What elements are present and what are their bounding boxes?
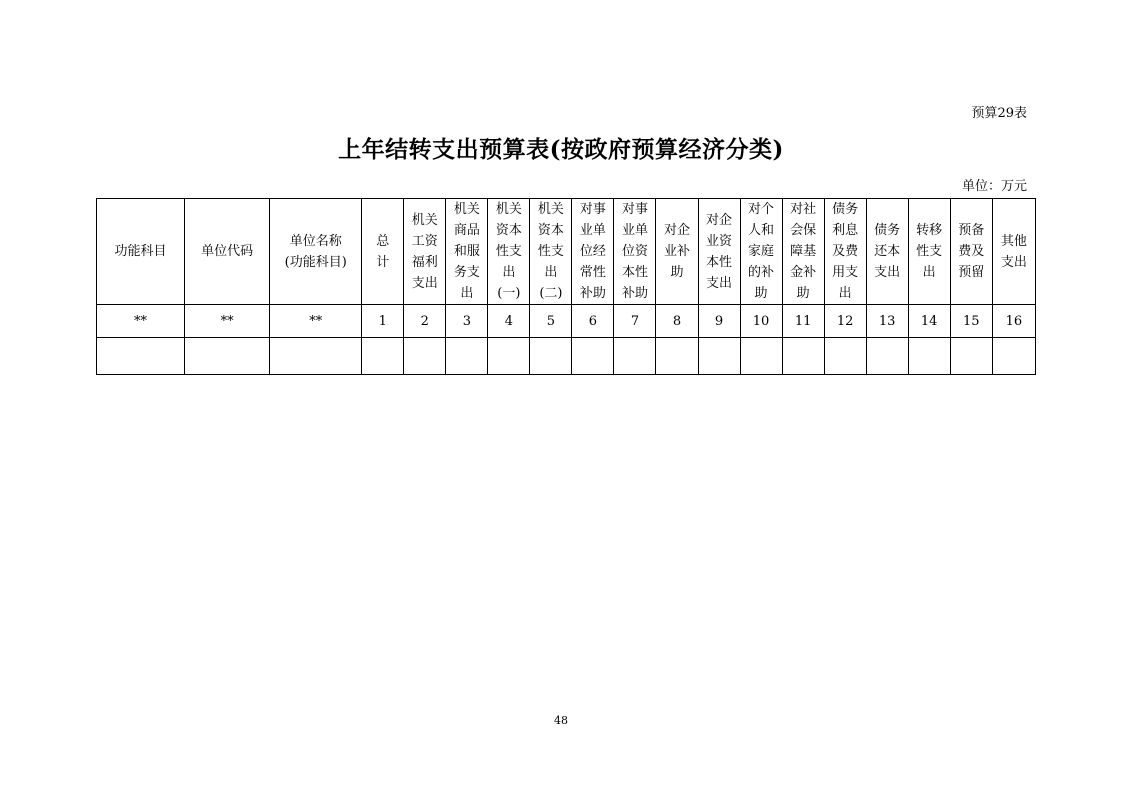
table-cell [362, 338, 404, 375]
code-cell: 7 [614, 305, 656, 338]
header-cell [866, 199, 908, 305]
header-label: 单位名称 [289, 233, 342, 249]
table-cell [97, 338, 185, 375]
header-cell [908, 199, 950, 305]
page-number: 48 [554, 714, 568, 727]
table-cell [782, 338, 824, 375]
table-cell [992, 338, 1035, 375]
code-cell: 6 [572, 305, 614, 338]
header-cell [614, 199, 656, 305]
unit-label: 单位：万元 [961, 179, 1027, 194]
code-cell: 13 [866, 305, 908, 338]
header-label: 总计 [376, 233, 390, 270]
page-title: 上年结转支出预算表(按政府预算经济分类) [338, 136, 784, 163]
header-label: 预备费及预留 [958, 223, 985, 280]
header-label: 对企业资本性支出 [706, 212, 733, 291]
header-label: 债务利息及费用支出 [832, 202, 859, 301]
code-row [97, 305, 1036, 338]
header-label: 对个人和家庭的补助 [748, 202, 775, 301]
header-cell [782, 199, 824, 305]
header-label: 对事业单位经常性补助 [579, 202, 606, 301]
code-cell: 14 [908, 305, 950, 338]
header-label: 对事业单位资本性补助 [621, 202, 648, 301]
code-cell: 12 [824, 305, 866, 338]
header-label: (二) [539, 286, 563, 301]
header-cell [824, 199, 866, 305]
header-label: 机关资本性支出 [495, 202, 522, 280]
header-cell [992, 199, 1035, 305]
header-cell [185, 199, 270, 305]
header-cell [270, 199, 362, 305]
code-cell: ** [185, 305, 270, 338]
header-cell [97, 199, 185, 305]
table-cell [614, 338, 656, 375]
header-cell [488, 199, 530, 305]
table-row [97, 338, 1036, 375]
table-cell [656, 338, 698, 375]
code-cell: 11 [782, 305, 824, 338]
header-cell [572, 199, 614, 305]
header-label: (功能科目) [284, 254, 347, 270]
header-label: 机关工资福利支出 [411, 212, 438, 291]
header-label: 对企业补助 [663, 223, 690, 280]
budget-table [96, 198, 1036, 375]
table-cell [698, 338, 740, 375]
table-cell [824, 338, 866, 375]
header-row [97, 199, 1036, 305]
header-cell [698, 199, 740, 305]
table-cell [572, 338, 614, 375]
header-cell [656, 199, 698, 305]
table-cell [404, 338, 446, 375]
header-cell [740, 199, 782, 305]
table-number-label: 预算29表 [971, 106, 1027, 121]
code-cell: 4 [488, 305, 530, 338]
code-cell: 5 [530, 305, 572, 338]
table-cell [908, 338, 950, 375]
header-label: 机关商品和服务支出 [453, 202, 480, 301]
header-cell [446, 199, 488, 305]
header-cell [404, 199, 446, 305]
header-cell [530, 199, 572, 305]
code-cell: 9 [698, 305, 740, 338]
code-cell: ** [97, 305, 185, 338]
table-cell [185, 338, 270, 375]
header-label: 机关资本性支出 [537, 202, 564, 280]
code-cell: 2 [404, 305, 446, 338]
header-label: 单位代码 [201, 244, 254, 259]
table-cell [950, 338, 992, 375]
header-label: 其他支出 [1000, 233, 1027, 270]
table-cell [530, 338, 572, 375]
header-cell [362, 199, 404, 305]
header-label: (一) [497, 286, 521, 301]
code-cell: 8 [656, 305, 698, 338]
header-label: 功能科目 [114, 244, 167, 259]
header-label: 转移性支出 [916, 223, 943, 280]
table-cell [488, 338, 530, 375]
header-label: 债务还本支出 [874, 223, 901, 280]
table-cell [446, 338, 488, 375]
table-cell [740, 338, 782, 375]
code-cell: ** [270, 305, 362, 338]
code-cell: 3 [446, 305, 488, 338]
code-cell: 16 [992, 305, 1035, 338]
table-cell [866, 338, 908, 375]
code-cell: 1 [362, 305, 404, 338]
header-label: 对社会保障基金补助 [790, 202, 817, 301]
code-cell: 15 [950, 305, 992, 338]
header-cell [950, 199, 992, 305]
code-cell: 10 [740, 305, 782, 338]
table-cell [270, 338, 362, 375]
